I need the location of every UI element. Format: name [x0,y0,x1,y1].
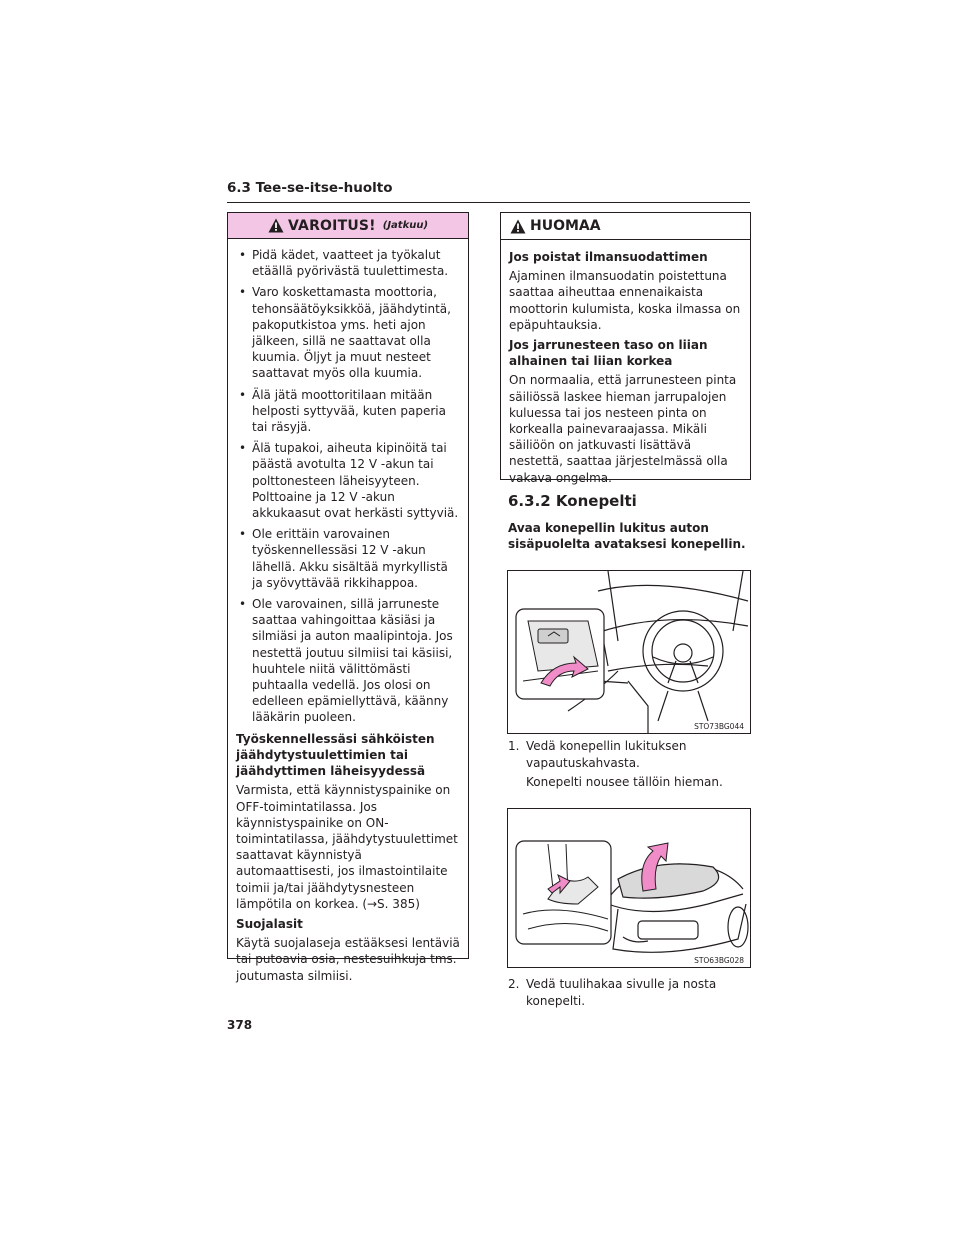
step-text: Vedä konepellin lukituksen vapautuskahvasta. [526,739,687,770]
warning-section-title: Suojalasit [236,916,303,931]
page-number: 378 [227,1018,253,1032]
warning-triangle-icon [268,218,284,233]
warning-bullet: • Ole varovainen, sillä jarruneste saattaa vahingoittaa käsiäsi ja silmiäsi ja auton maalipintoja. Jos nestettä joutuu silmiisi tai käsiisi, huuhtele niitä välittömästi puhtaalla vedellä. Jos olosi on edelleen epämiellyttävä, käänny lääkärin puoleen. [236,596,460,726]
warning-box [227,212,469,983]
step-1 [508,738,750,791]
step-number: 1. [508,739,520,753]
section-title: 6.3 Tee-se-itse-huolto [227,180,393,196]
figure-code: STO73BG044 [694,722,744,731]
notice-section-title: Jos jarrunesteen taso on liian alhainen tai liian korkea [509,338,708,369]
warning-bullet: • Pidä kädet, vaatteet ja työkalut etäällä pyörivästä tuulettimesta. [236,247,460,279]
section-header [227,180,750,203]
warning-bullet: • Älä tupakoi, aiheuta kipinöitä tai päästä avotulta 12 V -akun tai polttonesteen läheisyyteen. Polttoaine ja 12 V -akun akkukaasut ovat herkästi syttyviä. [236,440,460,521]
warning-section-title: Työskennellessäsi sähköisten jäähdytystuulettimien tai jäähdyttimen läheisyydessä [236,731,435,779]
warning-bullet: • Ole erittäin varovainen työskennellessäsi 12 V -akun lähellä. Akku sisältää myrkyllistä ja syövyttävää rikkihappoa. [236,526,460,591]
warning-bullet: • Älä jätä moottoritilaan mitään helposti syttyvää, kuten paperia tai räsyjä. [236,387,460,436]
warning-bullet: • Varo koskettamasta moottoria, tehonsäätöyksikköä, jäähdytintä, pakoputkistoa yms. heti ajon jälkeen, sillä ne saattavat olla kuumia. Öljyt ja muut nesteet saattavat myös olla kuumia. [236,284,460,381]
figure-hood-open [507,808,751,968]
notice-section-text: Ajaminen ilmansuodatin poistettuna saattaa aiheuttaa ennenaikaista moottorin kulumista, koska ilmassa on epäpuhtauksia. [509,269,741,332]
subsection-intro: Avaa konepellin lukitus auton sisäpuolelta avataksesi konepellin. [508,521,746,551]
warning-title: VAROITUS! [287,217,376,234]
subsection-title: 6.3.2 Konepelti [508,492,637,510]
dashboard-illustration [508,571,750,733]
step-number: 2. [508,977,520,991]
step-2 [508,976,750,1009]
notice-section-text: On normaalia, että jarrunesteen pinta säiliössä laskee hieman jarrupalojen kuluessa tai jos nesteen pinta on korkealla painevaraajassa. Mikäli säiliöön on jatkuvasti lisättävä nestettä, saattaa järjestelmässä olla vakava ongelma. [509,373,737,485]
caution-triangle-icon [510,219,526,234]
notice-box [500,212,751,485]
warning-header [228,213,468,239]
notice-header [501,213,750,240]
warning-section-text: Käytä suojalaseja estääksesi lentäviä tai putoavia osia, nestesuihkuja tms. joutumasta silmiisi. [236,936,460,983]
figure-code: STO63BG028 [694,956,744,965]
step-text: Vedä tuulihakaa sivulle ja nosta konepelti. [526,977,717,1008]
step-note: Konepelti nousee tällöin hieman. [526,775,723,789]
warning-body [228,239,468,984]
warning-subtitle: (Jatkuu) [382,220,429,231]
notice-section-title: Jos poistat ilmansuodattimen [509,250,708,264]
warning-section-text: Varmista, että käynnistyspainike on OFF-toimintatilassa. Jos käynnistyspainike on ON-toimintatilassa, jäähdytystuulettimet saattavat käynnistyä automaattisesti, jos ilmastointilaite toimii ja/tai jäähdytysnesteen lämpötila on korkea. (→S. 385) [236,783,458,911]
figure-hood-release-lever [507,570,751,734]
notice-title: HUOMAA [530,218,601,234]
hood-illustration [508,809,750,967]
notice-body [501,240,750,486]
